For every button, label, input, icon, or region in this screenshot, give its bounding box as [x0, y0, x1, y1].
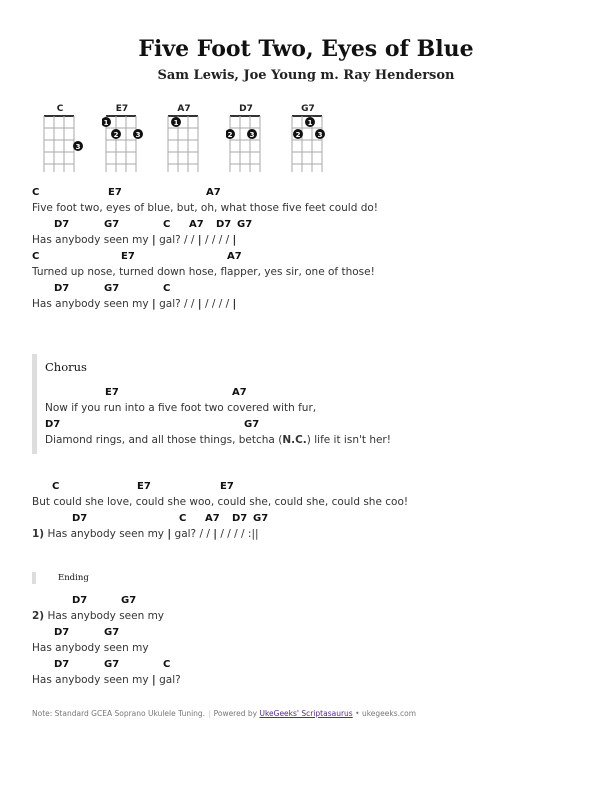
- chorus-label: Chorus: [45, 360, 87, 374]
- footer-separator: |: [208, 709, 211, 718]
- lyric-line: [45, 432, 565, 448]
- chord: G7: [237, 219, 253, 230]
- chord-diagram-e7: [102, 104, 142, 174]
- verse-1: [32, 184, 592, 312]
- lyric-text: Has anybody seen my: [44, 610, 165, 622]
- chord: G7: [104, 219, 120, 230]
- bar-line: |: [151, 674, 156, 686]
- lyric-line: [32, 296, 592, 312]
- lyric-line: [32, 608, 592, 624]
- chord: D7: [54, 283, 70, 294]
- bar-line: |: [151, 298, 156, 310]
- ending-label: Ending: [58, 573, 89, 583]
- scriptasaurus-link[interactable]: UkeGeeks' Scriptasaurus: [259, 709, 353, 718]
- chord-name: D7: [239, 104, 253, 114]
- chord: G7: [244, 419, 260, 430]
- chord-line: [32, 216, 592, 232]
- bar-line: |: [151, 234, 156, 246]
- lyric-text: Diamond rings, and all those things, betcha (: [45, 434, 283, 446]
- chord: D7: [54, 659, 70, 670]
- chord: A7: [227, 251, 242, 262]
- chord: E7: [220, 481, 234, 492]
- svg-text:1: 1: [103, 119, 109, 127]
- svg-text:2: 2: [113, 131, 119, 139]
- chord: E7: [121, 251, 135, 262]
- repeat-number: 2): [32, 610, 45, 622]
- powered-by-text: Powered by: [213, 709, 260, 718]
- bar-line: |: [197, 298, 202, 310]
- ending-marker: [32, 572, 36, 584]
- chord: C: [179, 513, 187, 524]
- bar-line: |: [167, 528, 172, 540]
- chord: A7: [232, 387, 247, 398]
- lyric-text: gal? / /: [155, 298, 198, 310]
- lyric: Five foot two, eyes of blue, but, oh, what those five feet could do!: [32, 202, 379, 214]
- repeat-number: 1): [32, 528, 45, 540]
- lyric-text: gal? / /: [171, 528, 214, 540]
- chord: E7: [137, 481, 151, 492]
- chord: E7: [108, 187, 122, 198]
- chord: D7: [216, 219, 232, 230]
- bar-line: |: [232, 298, 237, 310]
- lyric-text: Has anybody seen my: [44, 528, 168, 540]
- lyric-text: gal?: [155, 674, 181, 686]
- lyric-text: Has anybody seen my: [32, 298, 149, 310]
- chord-line: [32, 592, 592, 608]
- bar-line: |: [232, 234, 237, 246]
- chord-line: [32, 280, 592, 296]
- lyric: [32, 234, 236, 246]
- lyric: [32, 674, 181, 686]
- chord: C: [32, 187, 40, 198]
- chord: C: [32, 251, 40, 262]
- chord: C: [52, 481, 60, 492]
- lyric-text: Has anybody seen my: [32, 234, 149, 246]
- chord: D7: [54, 627, 70, 638]
- lyric-line: [32, 494, 592, 510]
- chord-diagram-a7: [164, 104, 204, 174]
- chord-line: [32, 248, 592, 264]
- chord-line: [32, 478, 592, 494]
- lyric-line: [32, 526, 592, 542]
- bullet-separator: •: [352, 709, 362, 718]
- ending-block: [32, 592, 592, 688]
- lyric: [45, 434, 391, 446]
- lyric-line: [32, 672, 592, 688]
- site-name: ukegeeks.com: [361, 709, 417, 718]
- bar-line: |: [197, 234, 202, 246]
- lyric: Now if you run into a five foot two covered with fur,: [45, 402, 317, 414]
- lyric: [32, 610, 164, 622]
- lyric-line: [45, 400, 565, 416]
- lyric: Has anybody seen my: [32, 642, 149, 654]
- chord-name: G7: [301, 104, 315, 114]
- chord: C: [163, 283, 171, 294]
- svg-text:1: 1: [307, 119, 313, 127]
- chord: A7: [205, 513, 220, 524]
- chord-line: [45, 416, 565, 432]
- chorus-block: [32, 354, 577, 454]
- chord: D7: [72, 595, 88, 606]
- lyric: [32, 528, 259, 540]
- chord: E7: [105, 387, 119, 398]
- chord-grid-c: [40, 114, 84, 176]
- chord-diagram-g7: [288, 104, 328, 174]
- chord-grid-d7: [226, 114, 270, 176]
- chord-name: E7: [115, 104, 129, 114]
- verse-2: [32, 478, 592, 542]
- chord-name: A7: [177, 104, 191, 114]
- chord: A7: [189, 219, 204, 230]
- svg-text:2: 2: [295, 131, 301, 139]
- chord-grid-g7: [288, 114, 332, 176]
- lyric-text: / / / / :||: [217, 528, 259, 540]
- lyric-line: [32, 232, 592, 248]
- tuning-note: Note: Standard GCEA Soprano Ukulele Tuning.: [32, 709, 206, 718]
- chord-diagram-d7: [226, 104, 266, 174]
- chord-line: [32, 624, 592, 640]
- chord: D7: [72, 513, 88, 524]
- chord: D7: [45, 419, 61, 430]
- lyric-text: / / / /: [201, 298, 233, 310]
- song-title: Five Foot Two, Eyes of Blue: [138, 36, 474, 62]
- lyric-text: ) life it isn't her!: [306, 434, 391, 446]
- lyric-line: [32, 200, 592, 216]
- lyric-line: [32, 640, 592, 656]
- lyric-text: / / / /: [201, 234, 233, 246]
- chord-line: [45, 384, 565, 400]
- svg-text:2: 2: [227, 131, 233, 139]
- lyric: [32, 298, 236, 310]
- chord: A7: [206, 187, 221, 198]
- chord-grid-e7: [102, 114, 146, 176]
- footer: [32, 709, 416, 718]
- lyric-text: gal? / /: [155, 234, 198, 246]
- chord-diagram-c: [40, 104, 80, 174]
- chord-grid-a7: [164, 114, 208, 176]
- lyric: But could she love, could she woo, could she, could she, could she coo!: [32, 496, 409, 508]
- chord: G7: [104, 659, 120, 670]
- svg-text:3: 3: [75, 143, 81, 151]
- svg-text:3: 3: [317, 131, 323, 139]
- chord-name: C: [56, 104, 64, 114]
- chord: G7: [253, 513, 269, 524]
- lyric: Turned up nose, turned down hose, flapper, yes sir, one of those!: [32, 266, 375, 278]
- svg-text:3: 3: [249, 131, 255, 139]
- chord-line: [32, 656, 592, 672]
- svg-text:1: 1: [173, 119, 179, 127]
- chord: G7: [121, 595, 137, 606]
- lyric-line: [32, 264, 592, 280]
- chord-line: [32, 184, 592, 200]
- bar-line: |: [213, 528, 218, 540]
- chord-line: [32, 510, 592, 526]
- chord: C: [163, 659, 171, 670]
- chord: D7: [54, 219, 70, 230]
- chord: G7: [104, 283, 120, 294]
- svg-text:3: 3: [135, 131, 141, 139]
- lyric-text: Has anybody seen my: [32, 674, 152, 686]
- no-chord-marker: N.C.: [282, 434, 307, 446]
- chord: D7: [232, 513, 248, 524]
- song-subtitle: Sam Lewis, Joe Young m. Ray Henderson: [157, 68, 455, 83]
- chord: G7: [104, 627, 120, 638]
- chord: C: [163, 219, 171, 230]
